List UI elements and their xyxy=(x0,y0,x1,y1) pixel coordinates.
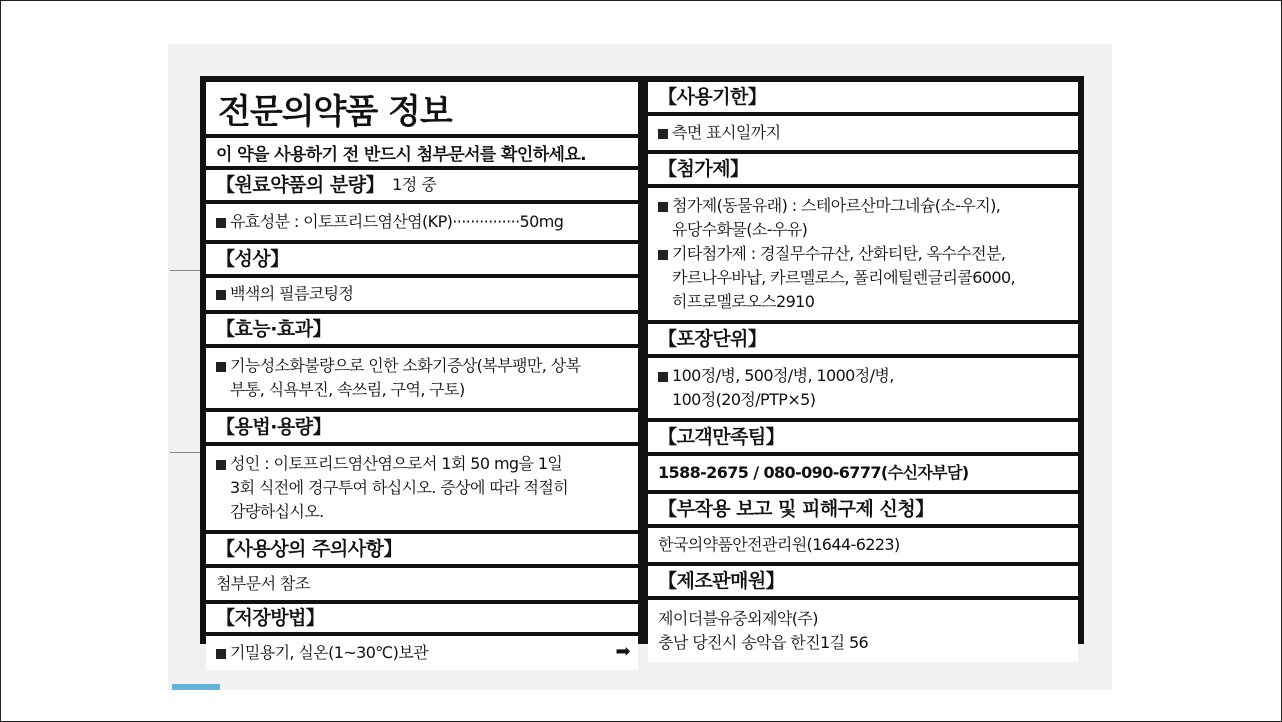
appearance-body xyxy=(206,278,638,310)
crease-mark xyxy=(170,270,200,271)
expiry-header: 【사용기한】 xyxy=(648,82,1078,112)
dosage-header: 【용법·용량】 xyxy=(206,412,638,442)
additives-body xyxy=(648,188,1078,320)
page-subtitle: 이 약을 사용하기 전 반드시 첨부문서를 확인하세요. xyxy=(206,138,638,166)
additives-line-5: 히프로멜로오스2910 xyxy=(672,292,815,311)
customer-header: 【고객만족팀】 xyxy=(648,422,1078,452)
packaging-line-2: 100정(20정/PTP×5) xyxy=(672,390,816,409)
packaging-body xyxy=(648,358,1078,418)
customer-body xyxy=(648,456,1078,490)
efficacy-header: 【효능·효과】 xyxy=(206,314,638,344)
side-effects-body xyxy=(648,528,1078,562)
efficacy-line-1: 기능성소화불량으로 인한 소화기증상(복부팽만, 상복 xyxy=(230,356,581,375)
manufacturer-body xyxy=(648,600,1078,662)
side-effects-line: 한국의약품안전관리원(1644-6223) xyxy=(658,535,900,554)
ingredients-header xyxy=(206,170,638,200)
manufacturer-header: 【제조판매원】 xyxy=(648,566,1078,596)
appearance-line: 백색의 필름코팅정 xyxy=(230,284,354,303)
storage-body xyxy=(206,636,638,670)
expiry-body xyxy=(648,116,1078,150)
bullet-square-icon xyxy=(658,372,668,382)
efficacy-body xyxy=(206,348,638,408)
bullet-square-icon xyxy=(658,202,668,212)
storage-header: 【저장방법】 xyxy=(206,604,638,632)
bullet-square-icon xyxy=(658,129,668,139)
side-effects-header: 【부작용 보고 및 피해구제 신청】 xyxy=(648,494,1078,524)
expiry-line: 측면 표시일까지 xyxy=(672,123,781,142)
bullet-square-icon xyxy=(216,290,226,300)
ingredients-note: 1정 중 xyxy=(392,175,437,194)
storage-line: 기밀용기, 실온(1~30℃)보관 xyxy=(230,643,429,662)
packaging-header: 【포장단위】 xyxy=(648,324,1078,354)
bullet-square-icon xyxy=(216,218,226,228)
crease-mark xyxy=(170,452,200,453)
bullet-square-icon xyxy=(216,649,226,659)
dosage-line-1: 성인 : 이토프리드염산염으로서 1회 50 mg을 1일 xyxy=(230,454,563,473)
page-title: 전문의약품 정보 xyxy=(206,82,638,134)
dosage-line-3: 감량하십시오. xyxy=(230,502,324,521)
manufacturer-name: 제이더블유중외제약(주) xyxy=(658,609,818,628)
dosage-body xyxy=(206,446,638,530)
additives-line-3: 기타첨가제 : 경질무수규산, 산화티탄, 옥수수전분, xyxy=(672,244,1006,263)
additives-line-4: 카르나우바납, 카르멜로스, 폴리에틸렌글리콜6000, xyxy=(672,268,1016,287)
precautions-line: 첨부문서 참조 xyxy=(216,574,310,593)
customer-phone: 1588-2675 / 080-090-6777(수신자부담) xyxy=(658,463,969,482)
efficacy-line-2: 부통, 식욕부진, 속쓰림, 구역, 구토) xyxy=(230,380,465,399)
left-column xyxy=(206,82,638,670)
bullet-square-icon xyxy=(216,362,226,372)
bullet-square-icon xyxy=(658,250,668,260)
box-edge-tab xyxy=(172,684,220,690)
additives-line-2: 유당수화물(소-우유) xyxy=(672,220,808,239)
additives-header: 【첨가제】 xyxy=(648,154,1078,184)
packaging-line-1: 100정/병, 500정/병, 1000정/병, xyxy=(672,366,894,385)
ingredients-heading: 【원료약품의 분량】 xyxy=(216,173,385,196)
appearance-header: 【성상】 xyxy=(206,244,638,274)
arrow-right-icon: ➡ xyxy=(615,641,630,662)
dosage-line-2: 3회 식전에 경구투여 하십시오. 증상에 따라 적절히 xyxy=(230,478,569,497)
additives-line-1: 첨가제(동물유래) : 스테아르산마그네슘(소-우지), xyxy=(672,196,1001,215)
ingredients-body xyxy=(206,204,638,240)
right-column xyxy=(648,82,1078,662)
manufacturer-address: 충남 당진시 송악읍 한진1길 56 xyxy=(658,633,869,652)
precautions-header: 【사용상의 주의사항】 xyxy=(206,534,638,564)
precautions-body xyxy=(206,568,638,600)
bullet-square-icon xyxy=(216,460,226,470)
ingredients-line: 유효성분 : 이토프리드염산염(KP)···············50mg xyxy=(230,212,564,231)
